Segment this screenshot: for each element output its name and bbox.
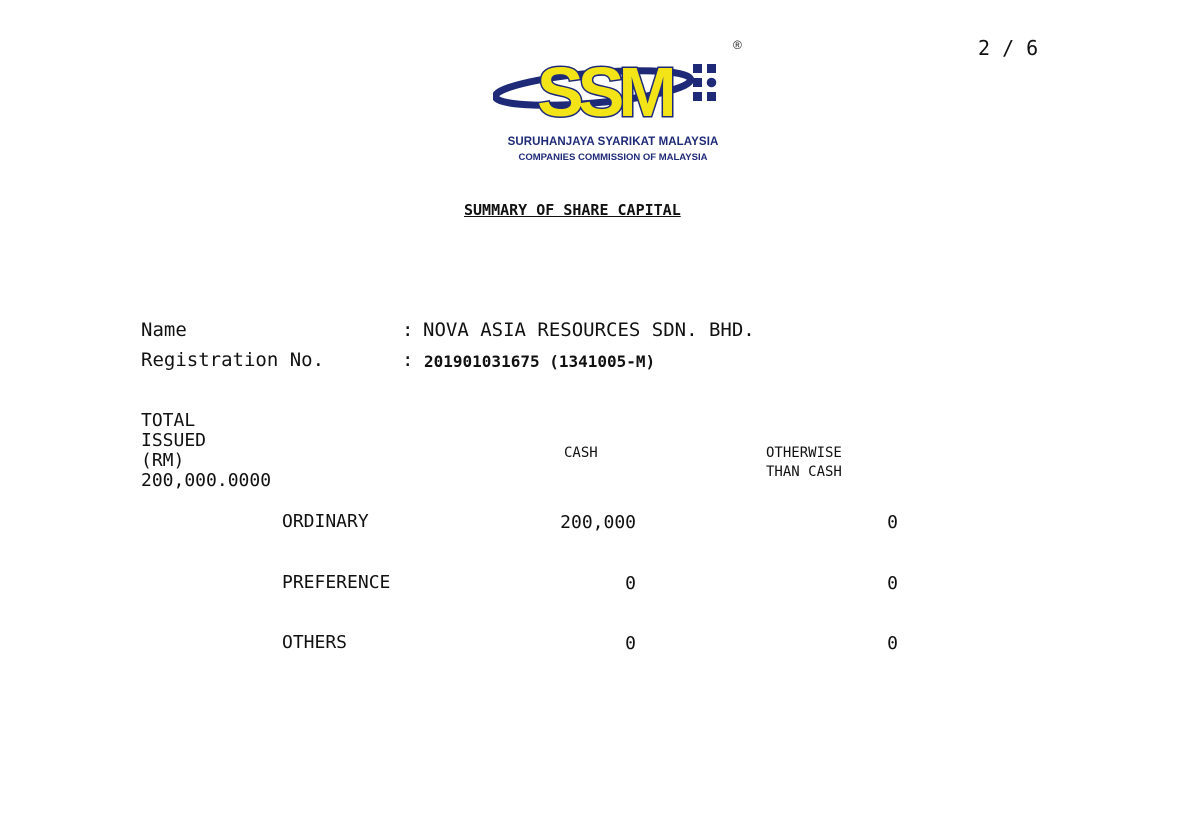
document-title: SUMMARY OF SHARE CAPITAL	[464, 201, 681, 219]
name-label: Name	[141, 319, 187, 341]
page-indicator: 2 / 6	[978, 36, 1039, 60]
org-name-malay: SURUHANJAYA SYARIKAT MALAYSIA	[507, 136, 719, 148]
ssm-logo-letters: SSM	[537, 53, 671, 131]
registered-mark: ®	[733, 38, 742, 52]
column-header-cash: CASH	[564, 445, 598, 461]
total-label-line1: TOTAL	[141, 410, 196, 431]
preference-otherwise-value: 0	[887, 573, 898, 594]
share-class-label-others: OTHERS	[282, 632, 348, 653]
total-label-line3: (RM)	[141, 450, 185, 471]
share-class-label-preference: PREFERENCE	[282, 572, 391, 593]
total-issued-amount: 200,000.0000	[141, 470, 272, 491]
total-issued-block	[141, 411, 271, 491]
company-name-value: NOVA ASIA RESOURCES SDN. BHD.	[423, 319, 755, 341]
others-cash-value: 0	[625, 633, 636, 654]
registration-label: Registration No.	[141, 349, 325, 371]
registration-separator: :	[402, 349, 414, 371]
others-otherwise-value: 0	[887, 633, 898, 654]
ssm-logo-graphic	[493, 38, 733, 134]
preference-cash-value: 0	[625, 573, 636, 594]
column-header-otherwise-line2: THAN CASH	[766, 464, 842, 480]
ordinary-cash-value: 200,000	[560, 512, 636, 533]
name-separator: :	[402, 319, 414, 341]
org-name-english: COMPANIES COMMISSION OF MALAYSIA	[518, 152, 708, 163]
column-header-otherwise	[766, 444, 842, 482]
registration-number-value: 201901031675 (1341005-M)	[424, 352, 656, 371]
column-header-otherwise-line1: OTHERWISE	[766, 445, 842, 461]
total-label-line2: ISSUED	[141, 430, 207, 451]
share-class-label-ordinary: ORDINARY	[282, 511, 369, 532]
ssm-logo	[493, 38, 753, 168]
ordinary-otherwise-value: 0	[887, 512, 898, 533]
